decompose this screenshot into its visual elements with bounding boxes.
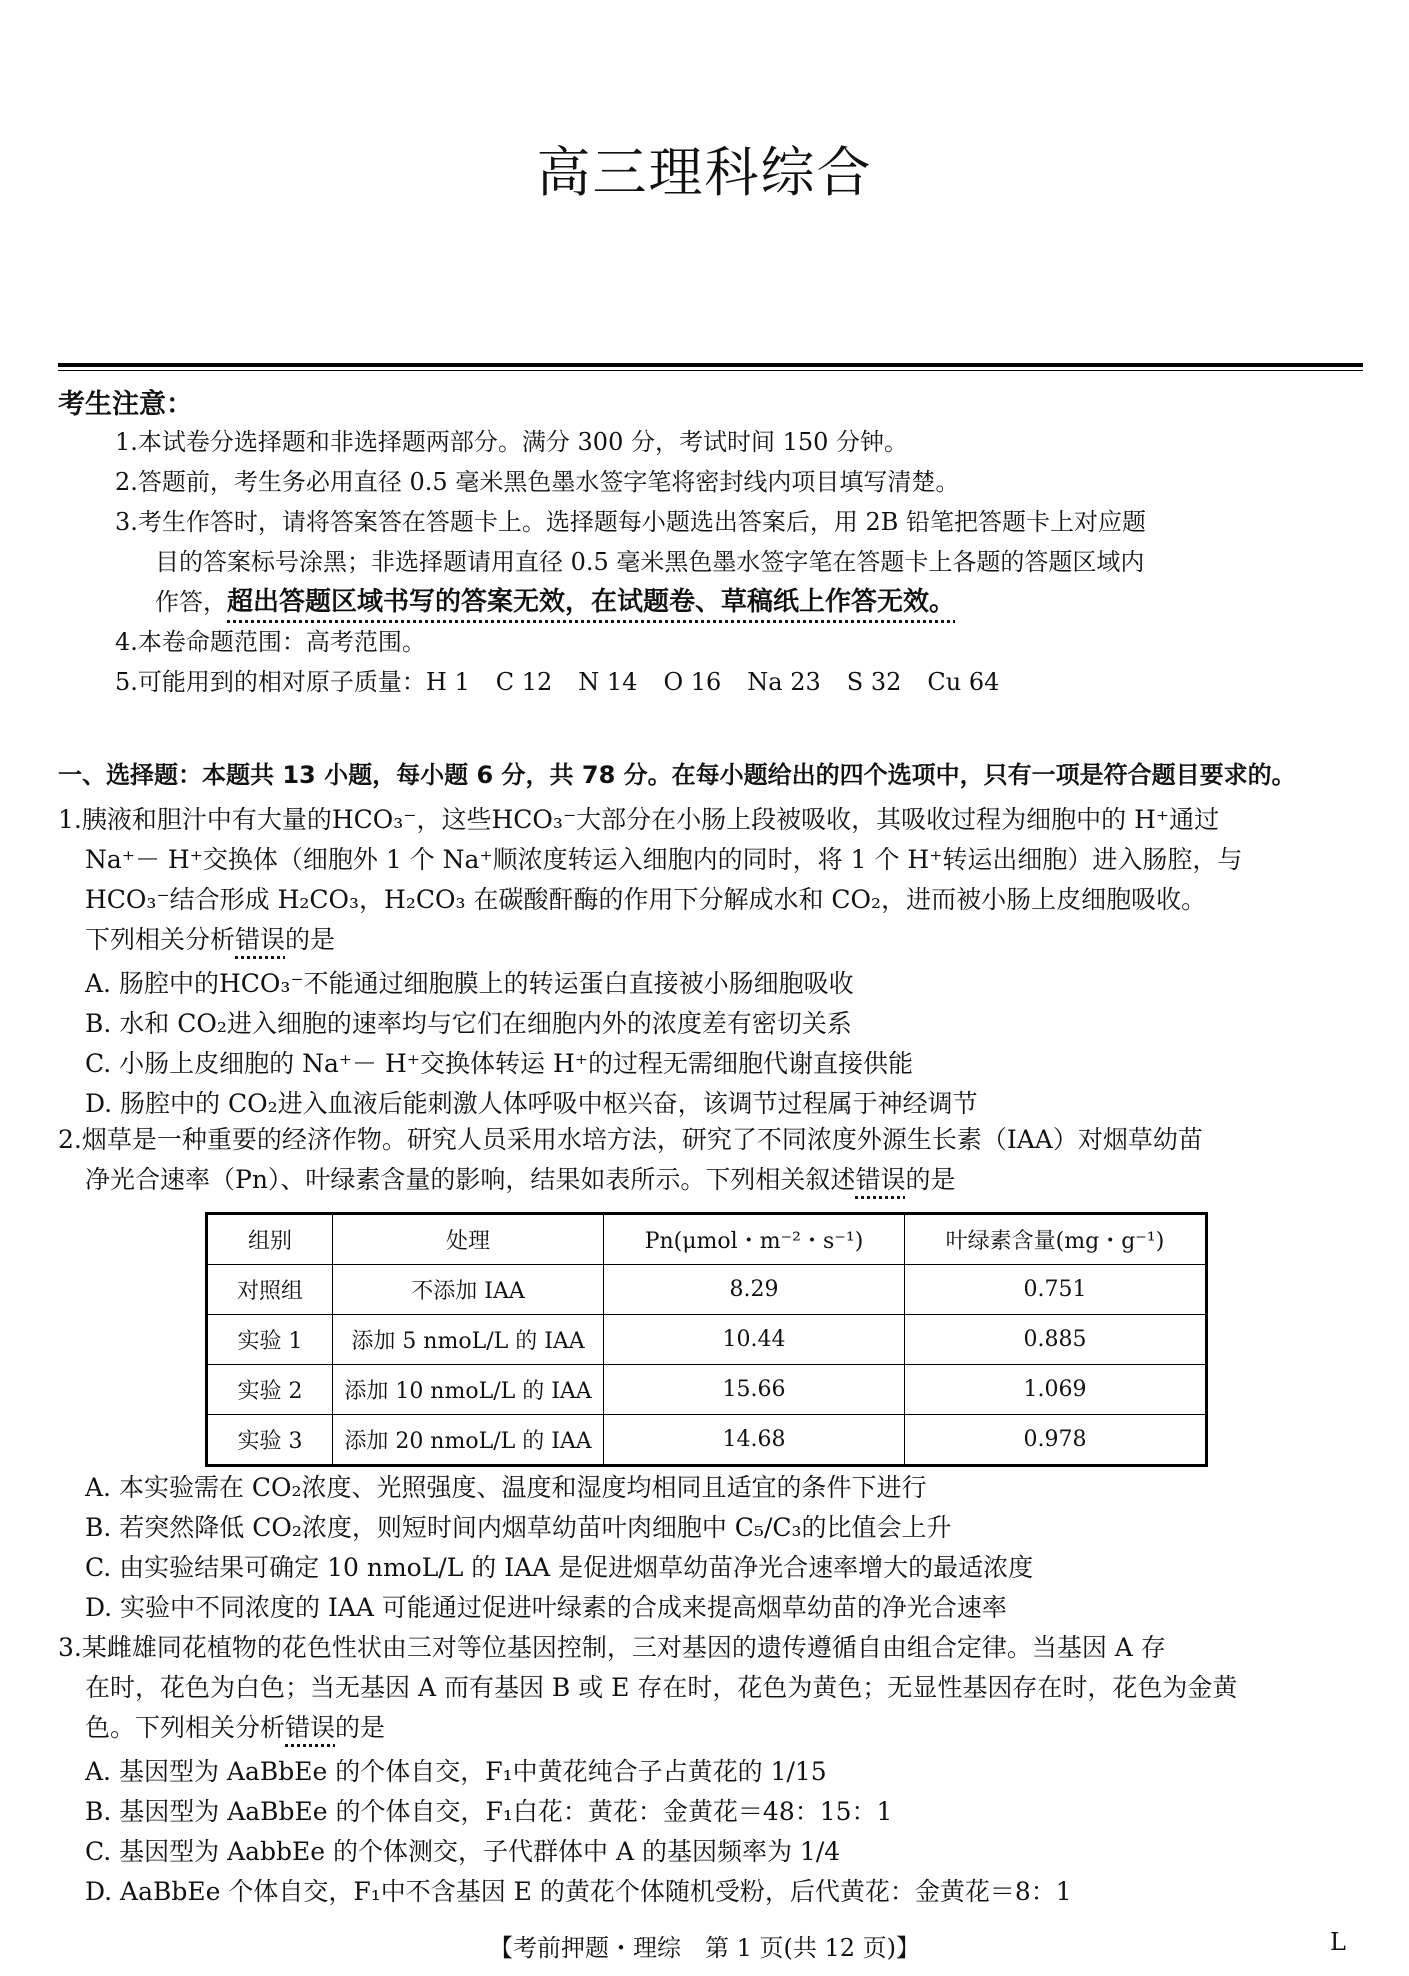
table-cell: 8.29 (604, 1265, 905, 1315)
q1-stem-suffix: 的是 (285, 925, 336, 954)
q3-stem-prefix: 色。下列相关分析 (85, 1713, 286, 1742)
table-cell: 实验 1 (207, 1315, 333, 1365)
table-cell: 0.978 (905, 1415, 1207, 1466)
q2-line-2 (58, 1160, 1358, 1200)
table-row (207, 1365, 1207, 1415)
q2-stem-suffix: 的是 (905, 1165, 956, 1194)
notice-item-3-end (115, 582, 1365, 622)
table-header-cell: Pn(μmol・m⁻²・s⁻¹) (604, 1214, 905, 1265)
q1-option-a: A. 肠腔中的HCO₃⁻不能通过细胞膜上的转运蛋白直接被小肠细胞吸收 (85, 969, 854, 998)
q1-option-b: B. 水和 CO₂进入细胞的速率均与它们在细胞内外的浓度差有密切关系 (85, 1009, 852, 1038)
notice-item-3-cont: 目的答案标号涂黑；非选择题请用直径 0.5 毫米黑色墨水签字笔在答题卡上各题的答题区域内 (155, 548, 1145, 576)
question-3 (58, 1628, 1358, 1912)
q1-line-4 (58, 920, 1358, 960)
q3-option-a: A. 基因型为 AaBbEe 的个体自交，F₁中黄花纯合子占黄花的 1/15 (85, 1757, 827, 1786)
notice-item-1: 1.本试卷分选择题和非选择题两部分。满分 300 分，考试时间 150 分钟。 (115, 428, 909, 456)
q1-line-2: Na⁺－ H⁺交换体（细胞外 1 个 Na⁺顺浓度转运入细胞内的同时，将 1 个 H⁺转运出细胞）进入肠腔，与 (85, 845, 1243, 874)
table-cell: 0.751 (905, 1265, 1207, 1315)
table-cell: 实验 3 (207, 1415, 333, 1466)
notice-item-2: 2.答题前，考生务必用直径 0.5 毫米黑色墨水签字笔将密封线内项目填写清楚。 (115, 468, 960, 496)
q1-option-d: D. 肠腔中的 CO₂进入血液后能刺激人体呼吸中枢兴奋，该调节过程属于神经调节 (85, 1089, 978, 1118)
atomic-mass-o: O 16 (663, 668, 722, 696)
q1-line-3: HCO₃⁻结合形成 H₂CO₃，H₂CO₃ 在碳酸酐酶的作用下分解成水和 CO₂，进而被小肠上皮细胞吸收。 (85, 885, 1207, 914)
atomic-mass-c: C 12 (495, 668, 553, 696)
q1-option-c: C. 小肠上皮细胞的 Na⁺－ H⁺交换体转运 H⁺的过程无需细胞代谢直接供能 (85, 1049, 913, 1078)
section-heading: 一、选择题：本题共 13 小题，每小题 6 分，共 78 分。在每小题给出的四个选项中，只有一项是符合题目要求的。 (58, 761, 1296, 789)
notice-item-5 (115, 662, 1365, 702)
table-cell: 添加 20 nmoL/L 的 IAA (333, 1415, 604, 1466)
notice-list (115, 422, 1365, 702)
atomic-mass-n: N 14 (578, 668, 638, 696)
notice-item-3: 3.考生作答时，请将答案答在答题卡上。选择题每小题选出答案后，用 2B 铅笔把答题卡上对应题 (115, 508, 1147, 536)
table-cell: 实验 2 (207, 1365, 333, 1415)
q2-line-1: 2.烟草是一种重要的经济作物。研究人员采用水培方法，研究了不同浓度外源生长素（IAA）对烟草幼苗 (58, 1125, 1203, 1154)
table-cell: 0.885 (905, 1315, 1207, 1365)
table-cell: 不添加 IAA (333, 1265, 604, 1315)
notice-item-3-prefix: 作答， (155, 588, 227, 616)
table-cell: 对照组 (207, 1265, 333, 1315)
q3-line-3 (58, 1708, 1358, 1748)
table-row (207, 1315, 1207, 1365)
q2-option-a: A. 本实验需在 CO₂浓度、光照强度、温度和湿度均相同且适宜的条件下进行 (85, 1473, 927, 1502)
page-title: 高三理科综合 (536, 141, 873, 204)
notice-emphasis: 超出答题区域书写的答案无效，在试题卷、草稿纸上作答无效。 (227, 587, 956, 617)
table-cell: 添加 5 nmoL/L 的 IAA (333, 1315, 604, 1365)
q1-emphasis: 错误 (235, 925, 286, 954)
table-row (207, 1415, 1207, 1466)
table-header-row (207, 1214, 1207, 1265)
table-cell: 15.66 (604, 1365, 905, 1415)
q1-line-1: 1.胰液和胆汁中有大量的HCO₃⁻，这些HCO₃⁻大部分在小肠上段被吸收，其吸收过程为细胞中的 H⁺通过 (58, 805, 1220, 834)
table-header-cell: 组别 (207, 1214, 333, 1265)
atomic-mass-label: 5.可能用到的相对原子质量： (115, 668, 426, 696)
table-cell: 14.68 (604, 1415, 905, 1466)
q1-stem-prefix: 下列相关分析 (85, 925, 236, 954)
question-1 (58, 800, 1358, 1124)
q3-line-2: 在时，花色为白色；当无基因 A 而有基因 B 或 E 存在时，花色为黄色；无显性基因存在时，花色为金黄 (85, 1673, 1238, 1702)
page-footer: 【考前押题・理综 第 1 页(共 12 页)】 (488, 1934, 921, 1962)
q3-option-c: C. 基因型为 AabbEe 的个体测交，子代群体中 A 的基因频率为 1/4 (85, 1837, 841, 1866)
table-cell: 10.44 (604, 1315, 905, 1365)
table-cell: 1.069 (905, 1365, 1207, 1415)
atomic-mass-na: Na 23 (747, 668, 821, 696)
q2-option-b: B. 若突然降低 CO₂浓度，则短时间内烟草幼苗叶肉细胞中 C₅/C₃的比值会上升 (85, 1513, 952, 1542)
table-row (207, 1265, 1207, 1315)
atomic-mass-cu: Cu 64 (927, 668, 1000, 696)
q2-stem-prefix: 净光合速率（Pn）、叶绿素含量的影响，结果如表所示。下列相关叙述 (85, 1165, 856, 1194)
header-rule-thick (58, 363, 1363, 367)
question-2-options (58, 1468, 1358, 1628)
atomic-mass-s: S 32 (846, 668, 902, 696)
table-cell: 添加 10 nmoL/L 的 IAA (333, 1365, 604, 1415)
q3-line-1: 3.某雌雄同花植物的花色性状由三对等位基因控制，三对基因的遗传遵循自由组合定律。当基因 A 存 (58, 1633, 1166, 1662)
iaa-results-table (205, 1212, 1208, 1467)
table-header-cell: 处理 (333, 1214, 604, 1265)
q3-option-d: D. AaBbEe 个体自交，F₁中不含基因 E 的黄花个体随机受粉，后代黄花：金黄花＝8：1 (85, 1877, 1072, 1906)
q2-option-c: C. 由实验结果可确定 10 nmoL/L 的 IAA 是促进烟草幼苗净光合速率增大的最适浓度 (85, 1553, 1034, 1582)
q2-option-d: D. 实验中不同浓度的 IAA 可能通过促进叶绿素的合成来提高烟草幼苗的净光合速率 (85, 1593, 1007, 1622)
q3-stem-suffix: 的是 (335, 1713, 386, 1742)
notice-item-4: 4.本卷命题范围：高考范围。 (115, 628, 426, 656)
q3-emphasis: 错误 (285, 1713, 336, 1742)
paper-version-mark: L (1330, 1928, 1346, 1956)
q3-option-b: B. 基因型为 AaBbEe 的个体自交，F₁白花：黄花：金黄花＝48：15：1 (85, 1797, 893, 1826)
notice-heading: 考生注意： (58, 389, 193, 420)
table-header-cell: 叶绿素含量(mg・g⁻¹) (905, 1214, 1207, 1265)
q2-emphasis: 错误 (855, 1165, 906, 1194)
header-rule-thin (58, 370, 1363, 371)
atomic-mass-h: H 1 (425, 668, 470, 696)
question-2 (58, 1120, 1358, 1200)
